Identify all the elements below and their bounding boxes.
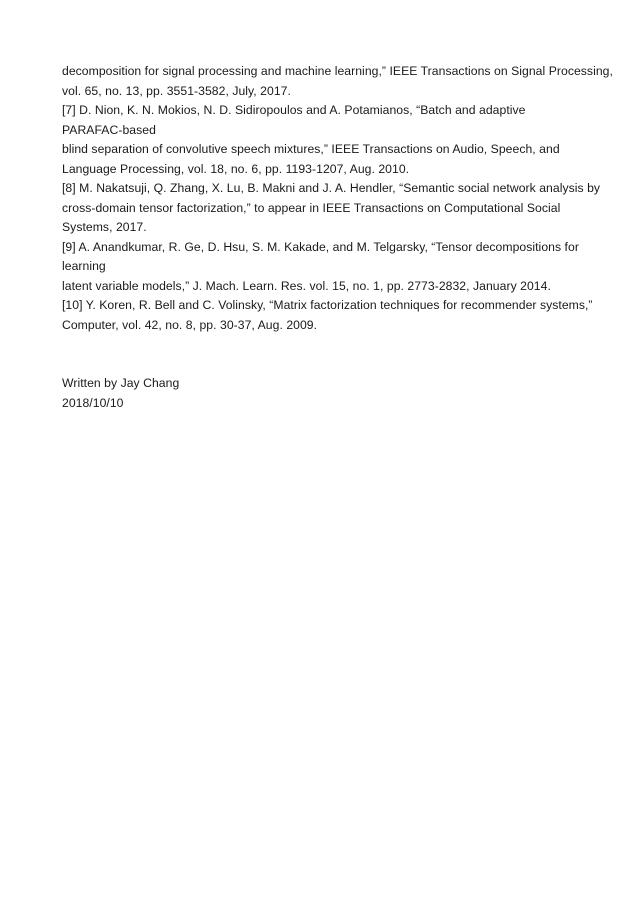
date-line: 2018/10/10 — [62, 395, 124, 410]
reference-line: learning — [62, 259, 106, 273]
reference-line: Computer, vol. 42, no. 8, pp. 30-37, Aug. 2009. — [62, 317, 318, 332]
reference-line: latent variable models,” J. Mach. Learn. Res. vol. 15, no. 1, pp. 2773-2832, January 2014. — [62, 278, 551, 293]
reference-line: decomposition for signal processing and machine learning,” IEEE Transactions on Signal Processing, — [62, 64, 613, 78]
reference-line: blind separation of convolutive speech mixtures,” IEEE Transactions on Audio, Speech, and — [62, 142, 560, 156]
reference-line: [9] A. Anandkumar, R. Ge, D. Hsu, S. M. Kakade, and M. Telgarsky, “Tensor decompositions for — [62, 239, 579, 254]
reference-line: [10] Y. Koren, R. Bell and C. Volinsky, “Matrix factorization techniques for recommender systems,” — [62, 298, 593, 312]
author-line: Written by Jay Chang — [62, 376, 180, 390]
reference-line: vol. 65, no. 13, pp. 3551-3582, July, 2017. — [62, 83, 291, 98]
reference-line: [8] M. Nakatsuji, Q. Zhang, X. Lu, B. Makni and J. A. Hendler, “Semantic social network analysis by — [62, 181, 601, 195]
reference-line: Systems, 2017. — [62, 220, 147, 234]
section-spacer — [62, 335, 602, 374]
reference-line: [7] D. Nion, K. N. Mokios, N. D. Sidiropoulos and A. Potamianos, “Batch and adaptive — [62, 103, 526, 117]
reference-line: Language Processing, vol. 18, no. 6, pp. 1193-1207, Aug. 2010. — [62, 161, 410, 176]
reference-line: PARAFAC-based — [62, 122, 156, 137]
references-section — [62, 62, 613, 413]
reference-line: cross-domain tensor factorization,” to appear in IEEE Transactions on Computational Social — [62, 200, 561, 215]
signature-block — [62, 374, 602, 413]
